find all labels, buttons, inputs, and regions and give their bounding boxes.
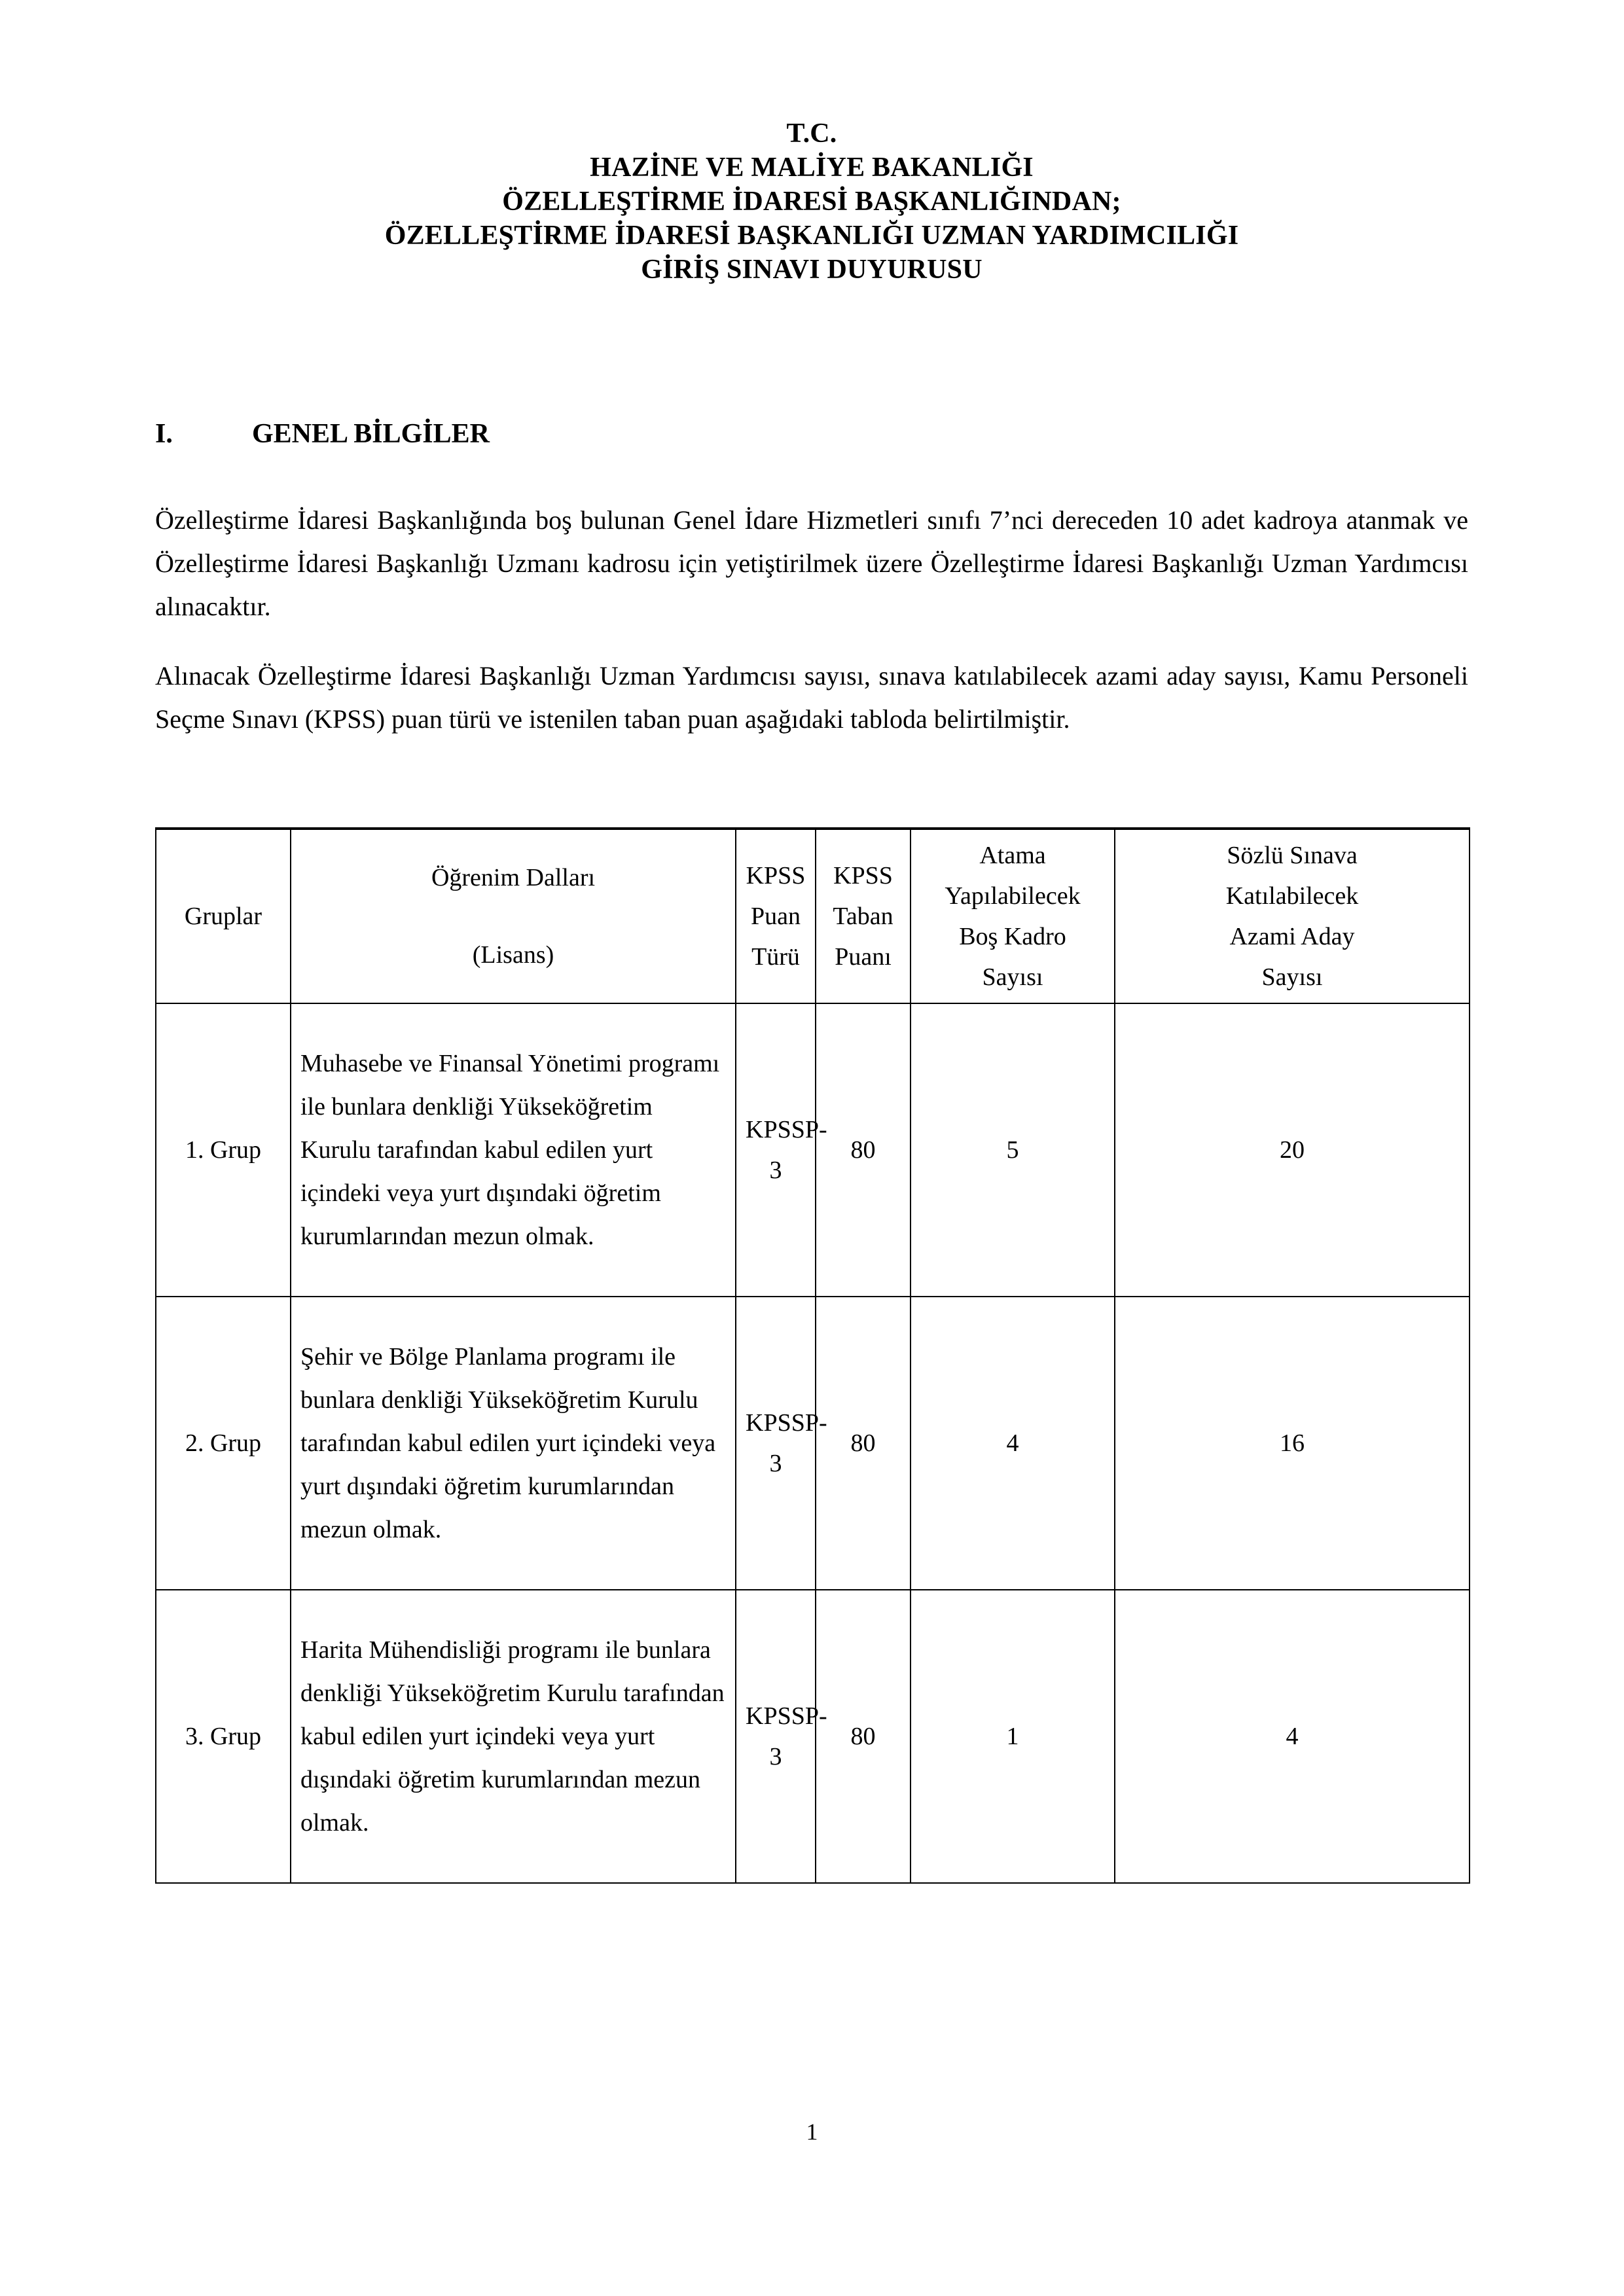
page-number: 1	[806, 2119, 818, 2145]
cell-grup: 1. Grup	[156, 1003, 291, 1297]
cell-kpss-taban-puani: 80	[816, 1297, 911, 1590]
th-kpss-puan-turu	[736, 829, 816, 1003]
th-ogrenim-dallari	[291, 829, 736, 1003]
section-heading-general-info	[155, 418, 1468, 450]
cell-ogrenim-dali: Şehir ve Bölge Planlama programı ile bunlara denkliği Yükseköğretim Kurulu tarafından kabul edilen yurt içindeki veya yurt dışındaki öğretim kurumlarından mezun olmak.	[291, 1297, 736, 1590]
cell-kpss-puan-turu: KPSSP-3	[736, 1297, 816, 1590]
th-ogrenim-dallari-sub: (Lisans)	[472, 941, 554, 969]
table-header-row	[156, 829, 1470, 1003]
table-header-row-group	[156, 829, 1470, 1003]
th-kpss-taban-l1: KPSS	[833, 862, 893, 889]
th-atama-l2: Yapılabilecek	[945, 882, 1081, 910]
cell-bos-kadro-sayisi: 1	[911, 1590, 1115, 1883]
th-sozlu-l3: Azami Aday	[1229, 923, 1355, 950]
table-row	[156, 1297, 1470, 1590]
th-kpss-taban-puani	[816, 829, 911, 1003]
th-atama-l4: Sayısı	[982, 963, 1043, 991]
th-sozlu-l1: Sözlü Sınava	[1227, 842, 1358, 869]
document-header	[157, 117, 1466, 287]
cell-azami-aday-sayisi: 20	[1115, 1003, 1470, 1297]
cell-bos-kadro-sayisi: 4	[911, 1297, 1115, 1590]
cell-grup: 3. Grup	[156, 1590, 291, 1883]
th-kpss-puan-turu-l2: Puan Türü	[751, 903, 801, 971]
th-atama-l1: Atama	[979, 842, 1046, 869]
section-number: I.	[155, 419, 173, 449]
header-line-tc: T.C.	[786, 118, 837, 149]
table-row	[156, 1590, 1470, 1883]
th-atama-bos-kadro	[911, 829, 1115, 1003]
th-ogrenim-dallari-gap	[300, 898, 726, 935]
exam-groups-table-container	[155, 827, 1469, 1884]
th-gruplar: Gruplar	[156, 829, 291, 1003]
header-line-position: ÖZELLEŞTİRME İDARESİ BAŞKANLIĞI UZMAN YARDIMCILIĞI	[384, 221, 1239, 251]
th-kpss-taban-l2: Taban	[833, 903, 893, 930]
exam-groups-table	[155, 827, 1470, 1884]
th-kpss-taban-l3: Puanı	[835, 943, 892, 971]
cell-kpss-taban-puani: 80	[816, 1590, 911, 1883]
th-sozlu-azami-aday	[1115, 829, 1470, 1003]
th-atama-l3: Boş Kadro	[959, 923, 1066, 950]
cell-azami-aday-sayisi: 16	[1115, 1297, 1470, 1590]
table-body	[156, 1003, 1470, 1883]
th-sozlu-l2: Katılabilecek	[1225, 882, 1359, 910]
table-row	[156, 1003, 1470, 1297]
cell-ogrenim-dali: Muhasebe ve Finansal Yönetimi programı ile bunlara denkliği Yükseköğretim Kurulu tarafından kabul edilen yurt içindeki veya yurt dışındaki öğretim kurumlarından mezun olmak.	[291, 1003, 736, 1297]
th-kpss-puan-turu-l1: KPSS	[746, 862, 806, 889]
header-line-ministry: HAZİNE VE MALİYE BAKANLIĞI	[590, 152, 1034, 183]
th-ogrenim-dallari-main: Öğrenim Dalları	[431, 864, 596, 891]
cell-grup: 2. Grup	[156, 1297, 291, 1590]
header-line-announcement: GİRİŞ SINAVI DUYURUSU	[641, 255, 983, 285]
header-line-authority: ÖZELLEŞTİRME İDARESİ BAŞKANLIĞINDAN;	[502, 187, 1121, 217]
cell-bos-kadro-sayisi: 5	[911, 1003, 1115, 1297]
paragraph-intro-positions: Özelleştirme İdaresi Başkanlığında boş bulunan Genel İdare Hizmetleri sınıfı 7’nci dereceden 10 adet kadroya atanmak ve Özelleştirme İdaresi Başkanlığı Uzmanı kadrosu için yetiştirilmek üzere Özelleştirme İdaresi Başkanlığı Uzman Yardımcısı alınacaktır.	[155, 505, 1468, 621]
cell-azami-aday-sayisi: 4	[1115, 1590, 1470, 1883]
paragraph-intro-table-reference: Alınacak Özelleştirme İdaresi Başkanlığı Uzman Yardımcısı sayısı, sınava katılabilecek azami aday sayısı, Kamu Personeli Seçme Sınavı (KPSS) puan türü ve istenilen taban puan aşağıdaki tabloda belirtilmiştir.	[155, 661, 1468, 734]
cell-ogrenim-dali: Harita Mühendisliği programı ile bunlara denkliği Yükseköğretim Kurulu tarafından kabul edilen yurt içindeki veya yurt dışındaki öğretim kurumlarından mezun olmak.	[291, 1590, 736, 1883]
cell-kpss-puan-turu: KPSSP-3	[736, 1590, 816, 1883]
th-sozlu-l4: Sayısı	[1261, 963, 1323, 991]
cell-kpss-taban-puani: 80	[816, 1003, 911, 1297]
cell-kpss-puan-turu: KPSSP-3	[736, 1003, 816, 1297]
section-title: GENEL BİLGİLER	[252, 419, 490, 449]
